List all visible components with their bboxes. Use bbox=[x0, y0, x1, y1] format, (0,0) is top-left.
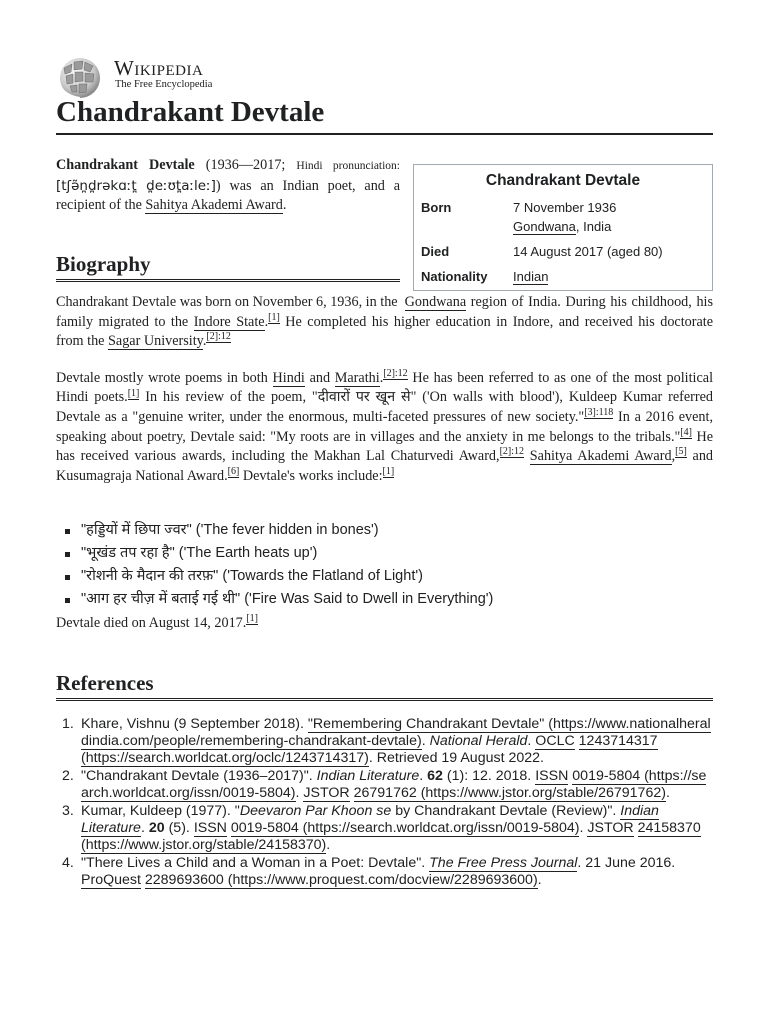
reference-item bbox=[56, 716, 713, 768]
infobox bbox=[413, 164, 713, 291]
bio-text: Devtale's works include: bbox=[242, 467, 383, 484]
ref-text: . bbox=[527, 733, 532, 750]
list-item: "रोशनी के मैदान की तरफ़" ('Towards the Flatland of Light') bbox=[56, 565, 713, 588]
sahitya-award-link[interactable]: Sahitya Akademi Award bbox=[145, 197, 283, 214]
bio-text: He has been referred to as one of the most political Hindi poets. bbox=[56, 369, 714, 406]
bio-text: Chandrakant Devtale was born on November 6, 1936, in the bbox=[56, 294, 398, 310]
infobox-row-nationality bbox=[414, 265, 712, 290]
ref-external-link[interactable]: 26791762 (https://www.jstor.org/stable/26791762) bbox=[353, 785, 666, 802]
citation-link[interactable]: [1] bbox=[127, 387, 140, 399]
marathi-link[interactable]: Marathi bbox=[334, 369, 380, 386]
references-heading: References bbox=[56, 671, 713, 701]
bio-text: region of India. During his childhood, his family migrated to the bbox=[56, 294, 714, 330]
jstor-link[interactable]: JSTOR bbox=[303, 785, 350, 802]
sagar-university-link[interactable]: Sagar University bbox=[108, 333, 203, 350]
indian-literature-link[interactable]: Indian Literature bbox=[81, 803, 659, 837]
infobox-value-died: 14 August 2017 (aged 80) bbox=[513, 244, 663, 259]
sahitya-award-link[interactable]: Sahitya Akademi Award bbox=[529, 448, 672, 465]
issn-link[interactable]: ISSN bbox=[193, 820, 227, 837]
ref-text: . bbox=[326, 837, 331, 854]
lead-text: ) was an Indian poet, and a recipient of the bbox=[56, 177, 400, 214]
lead-paragraph bbox=[56, 156, 400, 216]
bio-text: In his review of the poem, "दीवारों पर खून से" ('On walls with blood'), Kuldeep Kumar referred Devtale as a "genuine writer, under the enormous, multi-faceted pressures of new society." bbox=[56, 389, 714, 425]
ref-text: . bbox=[665, 785, 670, 802]
infobox-title: Chandrakant Devtale bbox=[485, 172, 641, 189]
works-list bbox=[56, 519, 713, 611]
ref-text: Kumar, Kuldeep (1977). " bbox=[81, 803, 240, 820]
site-header bbox=[56, 0, 713, 100]
ref-text: . bbox=[421, 733, 426, 750]
lead-period: . bbox=[282, 197, 287, 214]
infobox-label-born: Born bbox=[421, 200, 452, 215]
indore-state-link[interactable]: Indore State bbox=[193, 313, 265, 330]
ref-volume: 20 bbox=[148, 820, 165, 837]
ref-external-link[interactable]: "Remembering Chandrakant Devtale" (https://www.nationalheraldindia.com/people/remembering-chandrakant-devtale) bbox=[81, 716, 711, 750]
ref-title: Deevaron Par Khoon se bbox=[239, 803, 392, 820]
biography-section bbox=[56, 293, 713, 486]
bio-text: Devtale mostly wrote poems in both bbox=[56, 369, 268, 386]
ref-text: (1): 12. 2018. bbox=[446, 768, 532, 785]
ref-text: "There Lives a Child and a Woman in a Poet: Devtale". bbox=[81, 855, 426, 872]
infobox-label-nationality: Nationality bbox=[421, 269, 488, 284]
ref-text: . bbox=[419, 768, 424, 785]
reference-number: 2. bbox=[62, 768, 74, 785]
oclc-link[interactable]: OCLC bbox=[535, 733, 575, 750]
reference-item bbox=[56, 855, 713, 889]
ref-text: (5). bbox=[168, 820, 190, 837]
reference-number: 3. bbox=[62, 803, 74, 820]
reference-item bbox=[56, 803, 713, 855]
wikipedia-globe-logo[interactable] bbox=[56, 56, 104, 100]
ipa-pronunciation[interactable]: [tʃə̃n̪d̪rəkɑːt̪ d̪eːʊt̪aːleː] bbox=[56, 177, 216, 194]
ref-text: . bbox=[295, 785, 300, 802]
citation-link[interactable]: [6] bbox=[227, 466, 240, 478]
infobox-row-born bbox=[414, 196, 712, 240]
bio-text: Devtale died on August 14, 2017. bbox=[56, 615, 247, 631]
lead-years: (1936—2017; bbox=[205, 157, 286, 173]
article-page bbox=[56, 0, 714, 889]
born-date: 7 November 1936 bbox=[513, 200, 617, 215]
reference-number: 4. bbox=[62, 855, 74, 872]
biography-paragraph-2: Devtale mostly wrote poems in both Hindi and Marathi.$^{[2]:12}$ He has been referred to as one of the most political Hindi poets.[1] In his review of the poem, "दीवारों पर खून से" ('On walls with blood'), Kuldeep Kumar referred Devtale as a "genuine writer, under the enormous, multi-faceted pressures of new society."$^{[3]:118}$ In a 2016 event, speaking about poetry, Devtale said: "My roots are in villages and the anxiety in me belongs to the tribals."[4] He has received various awards, including the Makhan Lal Chaturvedi Award,$^{[2]:12}$ Sahitya Akademi Award,[5] and Kusumagraja National Award.[6] Devtale's works include:[1] bbox=[56, 368, 714, 484]
hindi-link[interactable]: Hindi bbox=[272, 369, 305, 386]
born-country: , India bbox=[575, 219, 612, 234]
issn-link[interactable]: ISSN bbox=[535, 768, 569, 785]
ref-text: . Retrieved 19 August 2022. bbox=[368, 750, 544, 767]
citation-link[interactable]: [1] bbox=[268, 311, 280, 323]
infobox-row-died bbox=[414, 240, 712, 265]
bio-text: He has received various awards, including the Makhan Lal Chaturvedi Award, bbox=[56, 428, 713, 465]
death-sentence bbox=[56, 614, 713, 634]
ref-external-link[interactable]: 24158370 (https://www.jstor.org/stable/24158370) bbox=[81, 820, 701, 854]
gondwana-link[interactable]: Gondwana bbox=[513, 219, 576, 234]
bio-text: He completed his higher education in Indore, and received his doctorate from the bbox=[56, 313, 714, 350]
ref-external-link[interactable]: 0019-5804 (https://search.worldcat.org/issn/0019-5804) bbox=[81, 768, 707, 802]
reference-item bbox=[56, 768, 713, 802]
infobox-label-died: Died bbox=[421, 244, 450, 259]
ref-text: by Chandrakant Devtale (Review)". bbox=[395, 803, 617, 820]
ref-text: Khare, Vishnu (9 September 2018). bbox=[81, 716, 304, 732]
reference-number: 1. bbox=[62, 716, 74, 732]
site-wordmark[interactable]: Wikipedia bbox=[114, 56, 204, 80]
gondwana-link[interactable]: Gondwana bbox=[404, 294, 467, 310]
ref-text: "Chandrakant Devtale (1936–2017)". bbox=[81, 768, 313, 785]
page-title: Chandrakant Devtale bbox=[56, 96, 713, 135]
ref-external-link[interactable]: 0019-5804 (https://search.worldcat.org/issn/0019-5804) bbox=[230, 820, 580, 837]
proquest-link[interactable]: ProQuest bbox=[81, 872, 141, 889]
citation-link[interactable]: [4] bbox=[680, 426, 692, 438]
ref-text: . bbox=[537, 872, 542, 889]
citation-link[interactable]: [2]:12 bbox=[499, 446, 525, 458]
citation-link[interactable]: [5] bbox=[675, 446, 687, 458]
citation-link[interactable]: [1] bbox=[382, 466, 395, 478]
list-item: "आग हर चीज़ में बताई गई थी" ('Fire Was Said to Dwell in Everything') bbox=[56, 588, 713, 611]
infobox-value-born bbox=[513, 198, 704, 236]
citation-link[interactable]: [2]:12 bbox=[206, 331, 231, 343]
citation-link[interactable]: [2]:12 bbox=[383, 368, 408, 380]
site-tagline: The Free Encyclopedia bbox=[115, 79, 213, 90]
citation-link[interactable]: [1] bbox=[246, 613, 258, 625]
bio-text: and Kusumagraja National Award. bbox=[56, 448, 714, 484]
ref-text: . 21 June 2016. bbox=[577, 855, 676, 872]
biography-paragraph-1: Chandrakant Devtale was born on November 6, 1936, in the Gondwana region of India. During his childhood, his family migrated to the Indore State.[1] He completed his higher education in Indore, and received his doctorate from the Sagar University.$^{[2]:12}$ bbox=[56, 294, 714, 350]
pronunciation-label: Hindi pronunciation: bbox=[296, 160, 401, 172]
ref-external-link[interactable]: 2289693600 (https://www.proquest.com/docview/2289693600) bbox=[144, 872, 538, 889]
list-item: "भूखंड तप रहा है" ('The Earth heats up') bbox=[56, 542, 713, 565]
ref-text: . bbox=[140, 820, 145, 837]
subject-name: Chandrakant Devtale bbox=[56, 157, 195, 173]
free-press-journal-link[interactable]: The Free Press Journal bbox=[429, 855, 578, 872]
ref-external-link[interactable]: 1243714317 (https://search.worldcat.org/oclc/1243714317) bbox=[81, 733, 658, 767]
ref-publication: Indian Literature bbox=[316, 768, 420, 785]
citation-link[interactable]: [3]:118 bbox=[584, 407, 614, 419]
ref-publication: National Herald bbox=[429, 733, 528, 750]
bio-text: and bbox=[309, 369, 331, 386]
ref-volume: 62 bbox=[427, 768, 443, 785]
jstor-link[interactable]: JSTOR bbox=[587, 820, 634, 837]
ref-text: . bbox=[579, 820, 584, 837]
nationality-link[interactable]: Indian bbox=[513, 269, 549, 284]
bio-text: In a 2016 event, speaking about poetry, Devtale said: "My roots are in villages and the anxiety in me belongs to the tribals." bbox=[56, 408, 713, 445]
list-item: "हड्डियों में छिपा ज्वर" ('The fever hidden in bones') bbox=[56, 519, 713, 542]
references-list bbox=[56, 716, 713, 890]
biography-heading: Biography bbox=[56, 252, 400, 282]
